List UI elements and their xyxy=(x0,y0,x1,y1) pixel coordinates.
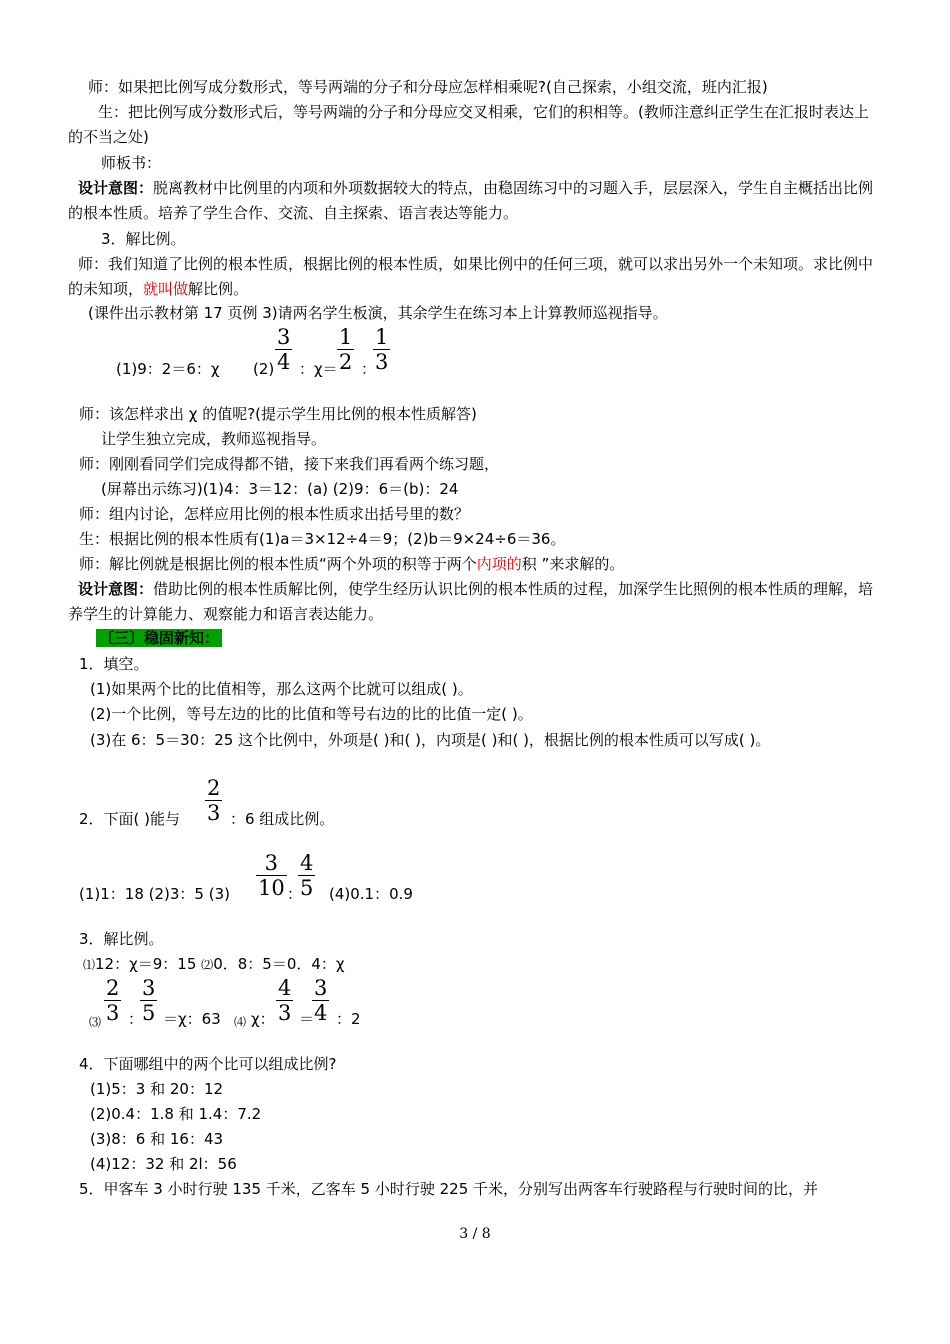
design-intent-text: 脱离教材中比例里的内项和外项数据较大的特点，由稳固练习中的习题入手，层层深入，学生自主概括出比例的根本性质。培养了学生合作、交流、自主探索、语言表达等能力。 xyxy=(68,179,874,222)
page-number: 3 / 8 xyxy=(459,1226,491,1242)
fraction-denominator: 2 xyxy=(339,350,353,374)
question-2-prefix: 2．下面( )能与 xyxy=(79,810,181,828)
item-marker-1: ⑴ xyxy=(83,958,96,972)
fraction-denominator: 3 xyxy=(375,350,389,374)
fraction-1-3 xyxy=(373,325,390,374)
heading-solve-proportion: 3．解比例。 xyxy=(101,230,186,248)
paragraph-student-solution: 生：根据比例的根本性质有(1)a＝3×12÷4＝9；(2)b＝9×24÷6＝36。 xyxy=(79,530,566,548)
fraction-3-4-b xyxy=(312,976,329,1025)
question-1-item-3: (3)在 6：5＝30：25 这个比例中，外项是( )和( )，内项是( )和( )，根据比例的根本性质可以写成( )。 xyxy=(90,731,771,749)
equation-4-equals: ＝ xyxy=(299,1010,315,1028)
paragraph-design-intent-2 xyxy=(68,577,883,627)
fraction-numerator: 4 xyxy=(278,976,292,1000)
section-heading-highlight: 〔三〕稳固新知： xyxy=(96,629,222,647)
question-2-options-colon: ： xyxy=(287,885,303,903)
question-4-item-2: (2)0.4：1.8 和 1.4：7.2 xyxy=(90,1105,262,1123)
item-marker-2: ⑵ xyxy=(201,958,214,972)
paragraph-board-writing: 师板书： xyxy=(101,154,162,172)
solve-intro-text: 师：我们知道了比例的根本性质，根据比例的根本性质，如果比例中的任何三项，就可以求出另外一个未知项。求比例中的未知项， xyxy=(68,255,874,298)
fraction-denominator: 4 xyxy=(277,350,291,374)
fraction-numerator: 2 xyxy=(207,776,221,800)
solve-definition-highlight: 内项的 xyxy=(476,555,522,573)
question-1-title: 1．填空。 xyxy=(79,655,149,673)
fraction-denominator: 5 xyxy=(300,876,314,900)
question-1-item-2: (2)一个比例，等号左边的比的比值和等号右边的比的比值一定( )。 xyxy=(90,705,533,723)
paragraph-solve-intro xyxy=(68,252,883,302)
paragraph-design-intent-1 xyxy=(68,176,883,226)
equation-4-rest: ：2 xyxy=(336,1010,361,1028)
paragraph-screen-exercise: (屏幕出示练习)(1)4：3＝12：(a) (2)9：6＝(b)：24 xyxy=(101,480,459,498)
fraction-numerator: 3 xyxy=(277,325,291,349)
design-intent-label: 设计意图： xyxy=(78,179,154,197)
question-4-item-3: (3)8：6 和 16：43 xyxy=(90,1130,224,1148)
question-2-suffix: ：6 组成比例。 xyxy=(230,810,335,828)
fraction-numerator: 1 xyxy=(339,325,353,349)
equation-2: 0．8：5＝0．4：χ xyxy=(213,955,345,973)
question-3-title: 3．解比例。 xyxy=(79,930,164,948)
fraction-3-10 xyxy=(256,851,287,900)
example-equation-1: (1)9：2＝6：χ xyxy=(116,360,220,378)
paragraph-group-discuss: 师：组内讨论，怎样应用比例的根本性质求出括号里的数？ xyxy=(79,505,470,523)
fraction-2-3-b xyxy=(104,976,121,1025)
fraction-denominator: 4 xyxy=(314,1001,328,1025)
example-equation-2-colon: ： xyxy=(361,360,377,378)
question-4-title: 4．下面哪组中的两个比可以组成比例? xyxy=(79,1055,337,1073)
solve-intro-tail: 解比例。 xyxy=(188,280,249,298)
fraction-denominator: 10 xyxy=(258,876,285,900)
paragraph-how-solve: 师：该怎样求出 χ 的值呢?(提示学生用比例的根本性质解答) xyxy=(79,405,477,423)
equation-4-a: χ： xyxy=(251,1010,275,1028)
question-2-options-b: (4)0.1：0.9 xyxy=(329,885,413,903)
fraction-numerator: 2 xyxy=(106,976,120,1000)
paragraph-two-exercises: 师：刚刚看同学们完成得都不错，接下来我们再看两个练习题， xyxy=(79,455,500,473)
example-equation-2-label: (2) xyxy=(253,360,275,378)
solve-intro-highlight: 就叫做 xyxy=(143,280,189,298)
item-marker-4: ⑷ xyxy=(234,1015,247,1029)
question-3-line-1 xyxy=(83,953,345,976)
fraction-numerator: 3 xyxy=(314,976,328,1000)
paragraph-solve-definition xyxy=(79,553,624,575)
fraction-4-3 xyxy=(276,976,293,1025)
fraction-2-3 xyxy=(205,776,222,825)
question-2-options-a: (1)1：18 (2)3：5 (3) xyxy=(79,885,230,903)
fraction-1-2 xyxy=(337,325,354,374)
fraction-denominator: 3 xyxy=(207,801,221,825)
paragraph-teacher-question: 师：如果把比例写成分数形式，等号两端的分子和分母应怎样相乘呢?(自己探索，小组交流，班内汇报) xyxy=(88,78,768,96)
fraction-denominator: 3 xyxy=(278,1001,292,1025)
fraction-numerator: 3 xyxy=(142,976,156,1000)
fraction-denominator: 3 xyxy=(106,1001,120,1025)
paragraph-student-answer: 生：把比例写成分数形式后，等号两端的分子和分母应交叉相乘，它们的积相等。(教师注意纠正学生在汇报时表达上的不当之处) xyxy=(68,103,869,146)
paragraph-example-3: (课件出示教材第 17 页例 3)请两名学生板演，其余学生在练习本上计算教师巡视指导。 xyxy=(88,304,668,322)
equation-1: 12：χ＝9：15 xyxy=(95,955,202,973)
fraction-3-4 xyxy=(275,325,292,374)
equation-3-colon: ： xyxy=(128,1010,144,1028)
question-5: 5．甲客车 3 小时行驶 135 千米，乙客车 5 小时行驶 225 千米，分别写出两客车行驶路程与行驶时间的比，并 xyxy=(79,1180,819,1198)
design-intent-text: 借助比例的根本性质解比例，使学生经历认识比例的根本性质的过程，加深学生比照例的根本性质的理解，培养学生的计算能力、观察能力和语言表达能力。 xyxy=(68,580,874,623)
question-4-item-4: (4)12：32 和 2l：56 xyxy=(90,1155,237,1173)
item-marker-3: ⑶ xyxy=(89,1015,102,1029)
example-equation-2-mid: ：χ＝ xyxy=(299,360,338,378)
fraction-3-5 xyxy=(140,976,157,1025)
fraction-numerator: 1 xyxy=(375,325,389,349)
design-intent-label: 设计意图： xyxy=(78,580,154,598)
solve-definition-text: 师：解比例就是根据比例的根本性质“两个外项的积等于两个 xyxy=(79,555,477,573)
fraction-numerator: 4 xyxy=(300,851,314,875)
paragraph-independent: 让学生独立完成，教师巡视指导。 xyxy=(101,430,327,448)
fraction-denominator: 5 xyxy=(142,1001,156,1025)
question-1-item-1: (1)如果两个比的比值相等，那么这两个比就可以组成( )。 xyxy=(90,680,473,698)
section-heading xyxy=(96,627,222,649)
equation-3-rest: ＝χ：63 xyxy=(163,1010,221,1028)
fraction-numerator: 3 xyxy=(264,851,279,875)
fraction-4-5 xyxy=(298,851,315,900)
solve-definition-tail: 积 ”来求解的。 xyxy=(521,555,625,573)
question-4-item-1: (1)5：3 和 20：12 xyxy=(90,1080,224,1098)
